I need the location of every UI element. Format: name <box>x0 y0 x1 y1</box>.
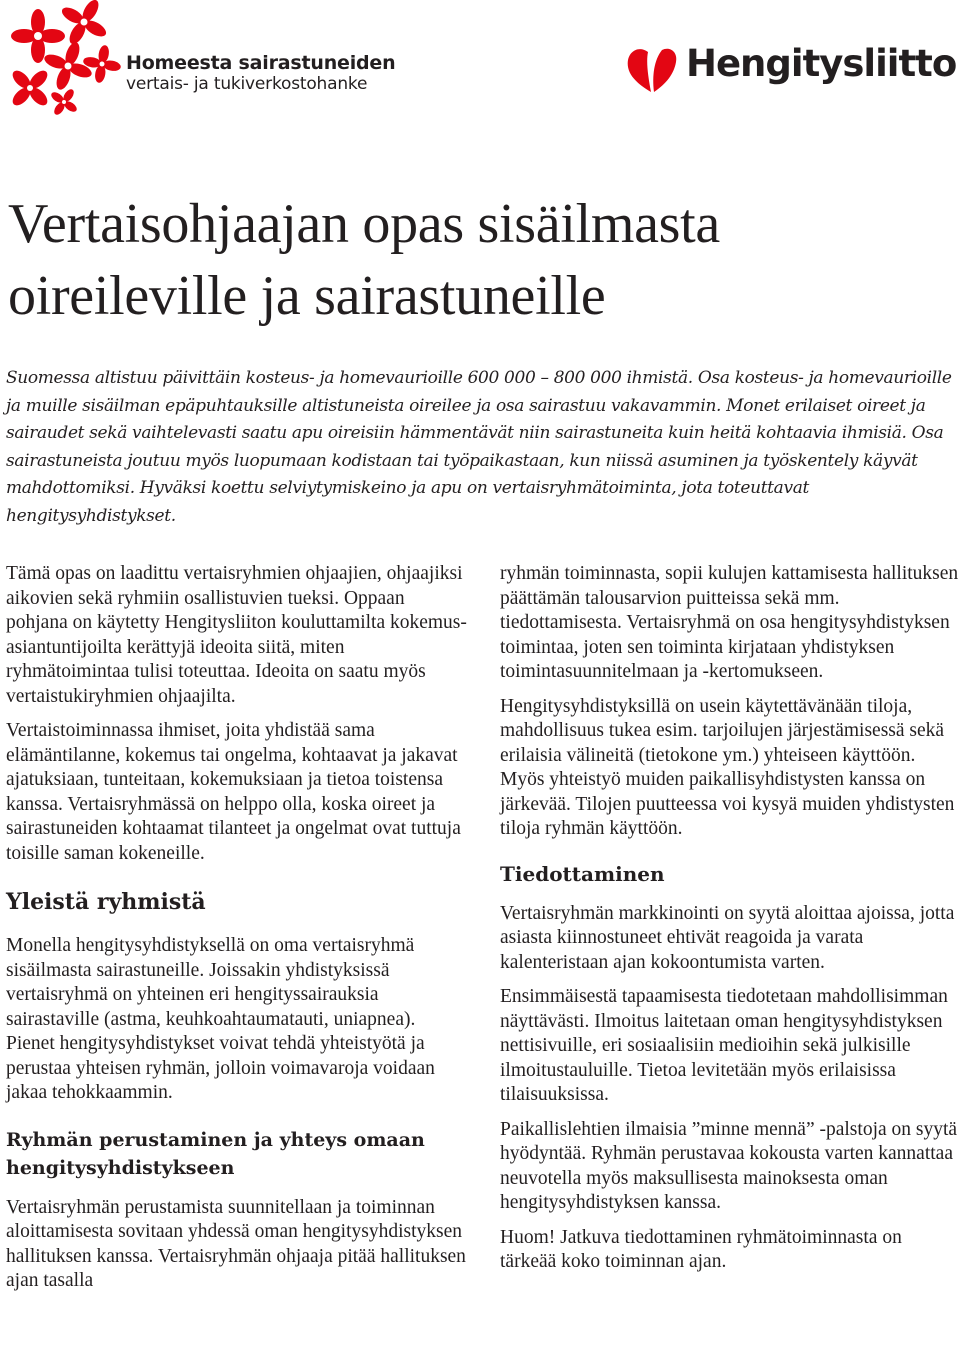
right-logo <box>624 38 960 98</box>
left-paragraph-4: Vertaisryhmän perustamista suunnitellaan ja toiminnan aloittamisesta sovitaan yhdessä oman hengitysyhdistyksen hallituksen kanssa. Vertaisryhmän ohjaaja pitää hallituksen ajan tasalla <box>6 1196 466 1291</box>
right-paragraph-2: Hengitysyhdistyksillä on usein käytettävänään tiloja, mahdollisuus tukea esim. tarjoilujen järjestämisessä sekä erilaisia välineitä (tietokone ym.) yhteiseen käyttöön. Myös yhteistyö muiden paikallisyhdistysten kanssa on järkevää. Tilojen puutteessa voi kysyä muiden yhdistysten tiloja ryhmän käyttöön. <box>500 695 955 839</box>
right-column <box>500 562 960 1285</box>
page-title: Vertaisohjaajan opas sisäilmasta oireileville ja sairastuneille <box>8 193 720 327</box>
left-logo-line2: vertais- ja tukiverkostohanke <box>126 74 368 94</box>
right-paragraph-1: ryhmän toiminnasta, sopii kulujen kattamisesta hallituksen päättämän talousarvion puitteissa sekä mm. tiedottamisesta. Vertaisryhmä on osa hengitysyhdistyksen toimintaa, joten sen toiminta kirjataan yhdistyksen toimintasuunnitelmaan ja -kertomukseen. <box>500 563 959 682</box>
right-paragraph-4: Ensimmäisestä tapaamisesta tiedotetaan mahdollisimman näyttävästi. Ilmoitus laitetaan oman hengitysyhdistyksen nettisivuille, eri sosiaalisiin medioihin sekä julkisille ilmoitustauluille. Tietoa levitetään myös erilaisissa tilaisuuksissa. <box>500 986 948 1105</box>
left-logo <box>4 0 396 118</box>
lead-paragraph: Suomessa altistuu päivittäin kosteus- ja homevaurioille 600 000 – 800 000 ihmistä. Osa kosteus- ja homevaurioille ja muille sisäilman epäpuhtauksille altistuneista oireilee ja osa sairastuu vakavammin. Monet erilaiset oireet ja sairaudet sekä vaihtelevasti saatu apu oireisiin hämmentävät niin sairastuneita kuin heitä kohtaavia ihmisiä. Osa sairastuneista joutuu myös luopumaan kodistaan tai työpaikastaan, kun niissä asuminen ja työskentely käyvät mahdottomiksi. Hyväksi koettu selviytymiskeino ja apu on vertaisryhmätoiminta, jota toteuttavat hengitysyhdistykset. <box>6 368 952 526</box>
left-paragraph-2: Vertaistoiminnassa ihmiset, joita yhdistää sama elämäntilanne, kokemus tai ongelma, kohtaavat ja jakavat ajatuksiaan, tunteitaan, kokemuksiaan ja tietoa toistensa kanssa. Vertaisryhmässä on helppo olla, koska oireet ja sairastuneiden kohtaamat tilanteet ja ongelmat ovat tuttuja toisille saman kokeneille. <box>6 720 461 864</box>
right-paragraph-5: Paikallislehtien ilmaisia ”minne mennä” -palstoja on syytä hyödyntää. Ryhmän perustavaa kokousta varten kannattaa neuvotella myös maksullisesta mainoksesta oman hengitysyhdistyksen kanssa. <box>500 1118 958 1213</box>
right-logo-name: Hengitysliitto <box>686 42 957 85</box>
flower-cluster-icon <box>4 0 124 118</box>
left-logo-line1: Homeesta sairastuneiden <box>126 52 396 74</box>
heading-general: Yleistä ryhmistä <box>6 889 206 915</box>
heading-founding: Ryhmän perustaminen ja yhteys omaan hengitysyhdistykseen <box>6 1128 425 1179</box>
heading-info: Tiedottaminen <box>500 861 665 886</box>
left-column <box>6 562 468 1304</box>
heart-leaf-icon <box>624 42 680 96</box>
right-paragraph-3: Vertaisryhmän markkinointi on syytä aloittaa ajoissa, jotta asiasta kiinnostuneet ehtivät reagoida ja varata kalenteristaan ajan kokoontumista varten. <box>500 902 955 973</box>
left-paragraph-3: Monella hengitysyhdistyksellä on oma vertaisryhmä sisäilmasta sairastuneille. Joissakin yhdistyksissä vertaisryhmä on yhteinen eri hengityssairauksia sairastaville (astma, keuhkoahtaumatauti, uniapnea). Pienet hengitysyhdistykset voivat tehdä yhteistyötä ja perustaa yhteisen ryhmän, jolloin voimavaroja voidaan jakaa tehokkaammin. <box>6 935 435 1103</box>
right-paragraph-6: Huom! Jatkuva tiedottaminen ryhmätoiminnasta on tärkeää koko toiminnan ajan. <box>500 1226 902 1272</box>
left-paragraph-1: Tämä opas on laadittu vertaisryhmien ohjaajien, ohjaajiksi aikovien sekä ryhmiin osallistuvien tueksi. Oppaan pohjana on käytetty Hengitysliiton kouluttamilta kokemus-asiantuntijoilta kerättyjä ideoita siitä, miten ryhmätoimintaa tulisi toteuttaa. Ideoita on saatu myös vertaistukiryhmien ohjaajilta. <box>6 563 467 707</box>
